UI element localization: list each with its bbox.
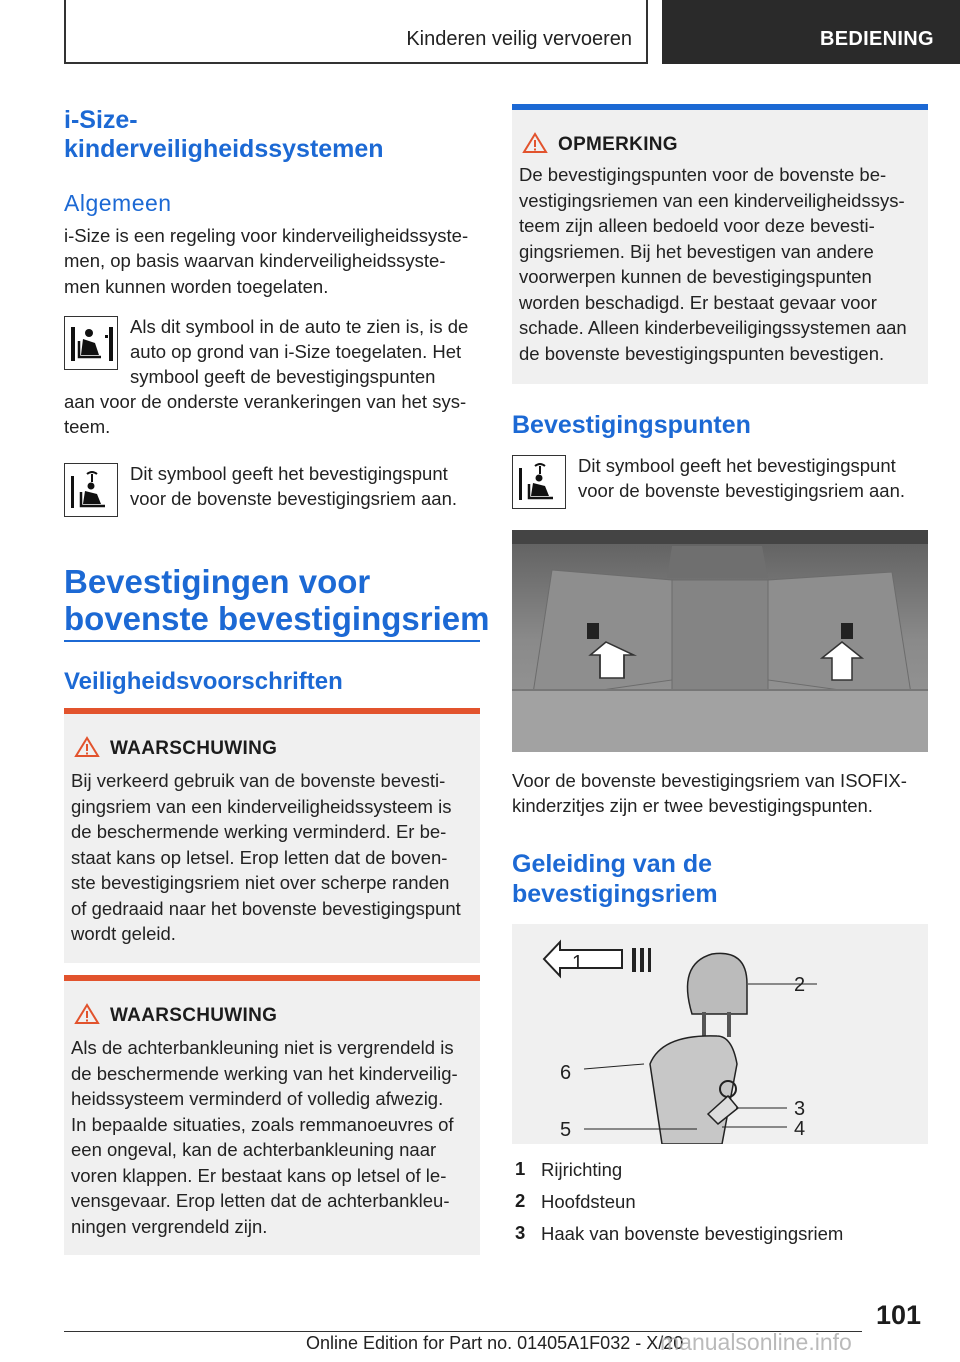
text-line: Bij verkeerd gebruik van de bovenste bevesti- — [71, 770, 446, 791]
paragraph-line: voor de bovenste bevestigingsriem aan. — [130, 488, 458, 509]
headrest-figure — [512, 924, 928, 1144]
page-number: 101 — [876, 1300, 922, 1330]
text-line: ningen vergrendeld zijn. — [71, 1215, 268, 1237]
paragraph-line: Als dit symbool in de auto te zien is, is de — [130, 316, 469, 337]
heading-algemeen: Algemeen — [64, 190, 172, 216]
text-line: heidssysteem verminderd of volledig afwezig. — [71, 1088, 444, 1109]
warning-bar — [64, 708, 480, 714]
text-line: een ongeval, kan de achterbankleuning naar — [71, 1139, 437, 1160]
text-line: voren klappen. Er bestaat kans op letsel of le- — [71, 1164, 447, 1186]
top-tether-icon — [64, 463, 118, 517]
legend-text: Hoofdsteun — [541, 1191, 636, 1212]
warning-text — [71, 1035, 458, 1239]
watermark-text: manualsonline.info — [660, 1329, 852, 1355]
figure-label: 1 — [572, 952, 584, 974]
paragraph-line: kinderzitjes zijn er twee bevestigingspunten. — [512, 795, 873, 816]
text-line: vestigingsriemen van een kinderveiligheidssys- — [519, 189, 905, 211]
legend-text: Rijrichting — [541, 1159, 623, 1180]
section-tab[interactable] — [662, 0, 960, 64]
paragraph-line: Dit symbool geeft het bevestigingspunt — [578, 455, 896, 476]
text-line: schade. Alleen kinderbeveiligingssystemen aan — [519, 317, 907, 338]
warning-box-2 — [64, 975, 480, 1255]
legend-number: 1 — [515, 1158, 526, 1179]
figure-label: 3 — [794, 1098, 806, 1120]
text-line: de bovenste bevestigingspunten bevestigen. — [519, 342, 885, 364]
text-line: de beschermende werking verminderd. Er be- — [71, 821, 447, 842]
chapter-title: Kinderen veilig vervoeren — [406, 28, 632, 50]
trunk-anchor-photo — [512, 530, 928, 752]
warning-triangle-icon — [74, 1003, 100, 1025]
text-line: staat kans op letsel. Erop letten dat de boven- — [71, 846, 448, 868]
heading-isize-2: kinderveiligheidssystemen — [64, 135, 384, 163]
text-line: teem zijn alleen bedoeld voor deze bevesti- — [519, 215, 875, 236]
text-line: ste bevestigingsriem niet over scherpe randen — [71, 872, 450, 893]
warning-box-1 — [64, 708, 480, 963]
text-line: gingsriemen. Bij het bevestigen van andere — [519, 240, 874, 262]
paragraph-line: men, op basis waarvan kinderveiligheidssyste- — [64, 250, 446, 271]
text-line: de beschermende werking van het kinderveilig- — [71, 1062, 458, 1084]
heading-geleiding-1: Geleiding van de — [512, 850, 713, 878]
paragraph-line: symbool geeft de bevestigingspunten — [130, 366, 436, 387]
top-tether-icon — [512, 455, 566, 509]
note-box — [512, 104, 928, 384]
heading-isize: i-Size- — [64, 106, 138, 134]
warning-triangle-icon — [74, 736, 100, 758]
paragraph-line: teem. — [64, 416, 111, 437]
warning-title: WAARSCHUWING — [110, 1005, 278, 1026]
figure-label: 4 — [794, 1118, 806, 1140]
figure-label: 6 — [560, 1062, 572, 1084]
section-tab-label: BEDIENING — [820, 28, 934, 50]
text-line: worden beschadigd. Er bestaat gevaar voor — [519, 291, 877, 313]
text-line: gingsriem van een kinderveiligheidssysteem is — [71, 795, 452, 817]
text-line: vensgevaar. Erop letten dat de achterbankleu- — [71, 1190, 450, 1211]
note-bar — [512, 104, 928, 110]
note-title: OPMERKING — [558, 134, 678, 155]
text-line: of gedraaid naar het bovenste bevestigingspunt — [71, 897, 461, 919]
paragraph-line: Dit symbool geeft het bevestigingspunt — [130, 463, 448, 484]
text-line: voorwerpen kunnen de bevestigingspunten — [519, 266, 872, 287]
heading-bevestigingspunten: Bevestigingspunten — [512, 411, 751, 439]
warning-text — [71, 768, 461, 947]
isize-seat-icon — [64, 316, 118, 370]
text-line: In bepaalde situaties, zoals remmanoeuvres of — [71, 1113, 454, 1135]
heading-veiligheid: Veiligheidsvoorschriften — [64, 668, 343, 695]
paragraph-line: voor de bovenste bevestigingsriem aan. — [578, 480, 906, 501]
text-line: De bevestigingspunten voor de bovenste be- — [519, 164, 887, 185]
warning-title: WAARSCHUWING — [110, 738, 278, 759]
text-line: wordt geleid. — [71, 923, 176, 944]
paragraph-line: i-Size is een regeling voor kinderveiligheidssyste- — [64, 225, 469, 246]
legend-number: 2 — [515, 1190, 526, 1211]
edition-text: Online Edition for Part no. 01405A1F032 - X/20 — [306, 1333, 684, 1353]
legend-text: Haak van bovenste bevestigingsriem — [541, 1223, 844, 1244]
paragraph-line: aan voor de onderste verankeringen van het sys- — [64, 391, 467, 412]
note-text — [519, 162, 907, 366]
headrest-diagram — [512, 924, 928, 1144]
heading-big-2: bovenste bevestigingsriem — [64, 600, 490, 637]
legend-number: 3 — [515, 1222, 526, 1243]
section-rule — [64, 640, 480, 642]
warning-bar — [64, 975, 480, 981]
text-line: Als de achterbankleuning niet is vergrendeld is — [71, 1037, 454, 1058]
paragraph-line: men kunnen worden toegelaten. — [64, 276, 329, 297]
heading-big-1: Bevestigingen voor — [64, 563, 371, 600]
figure-label: 5 — [560, 1119, 572, 1141]
paragraph-line: auto op grond van i-Size toegelaten. Het — [130, 341, 462, 362]
heading-geleiding-2: bevestigingsriem — [512, 880, 718, 908]
figure-label: 2 — [794, 974, 806, 996]
note-triangle-icon — [522, 132, 548, 154]
header-title-box — [64, 0, 648, 64]
paragraph-line: Voor de bovenste bevestigingsriem van ISOFIX- — [512, 770, 907, 791]
